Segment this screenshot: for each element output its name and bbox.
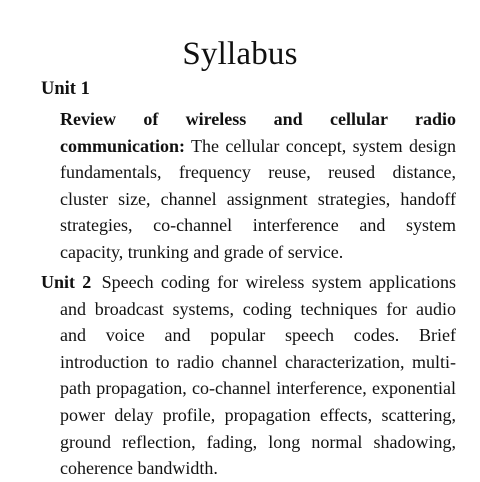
- unit-1-body: The cellular concept, system design fundamentals, frequency reuse, reused distance, cluster size, channel assignment strategies, handoff strategies, co-channel interference and system capacity, trunking and grade of service.: [60, 135, 456, 262]
- unit-2-description: [41, 269, 456, 482]
- unit-1-description: [60, 106, 456, 266]
- page-title: Syllabus: [182, 36, 298, 72]
- unit-1-heading: Unit 1: [41, 79, 90, 99]
- unit-2-body: Speech coding for wireless system applications and broadcast systems, coding techniques for audio and voice and popular speech codes. Brief introduction to radio channel characterization, multi-path propagation, co-channel interference, exponential power delay profile, propagation effects, scattering, ground reflection, fading, long normal shadowing, coherence bandwidth.: [60, 272, 457, 479]
- unit-2-heading: Unit 2: [41, 272, 92, 292]
- unit-1-lead: Review of wireless and cellular radio communication:: [60, 109, 456, 156]
